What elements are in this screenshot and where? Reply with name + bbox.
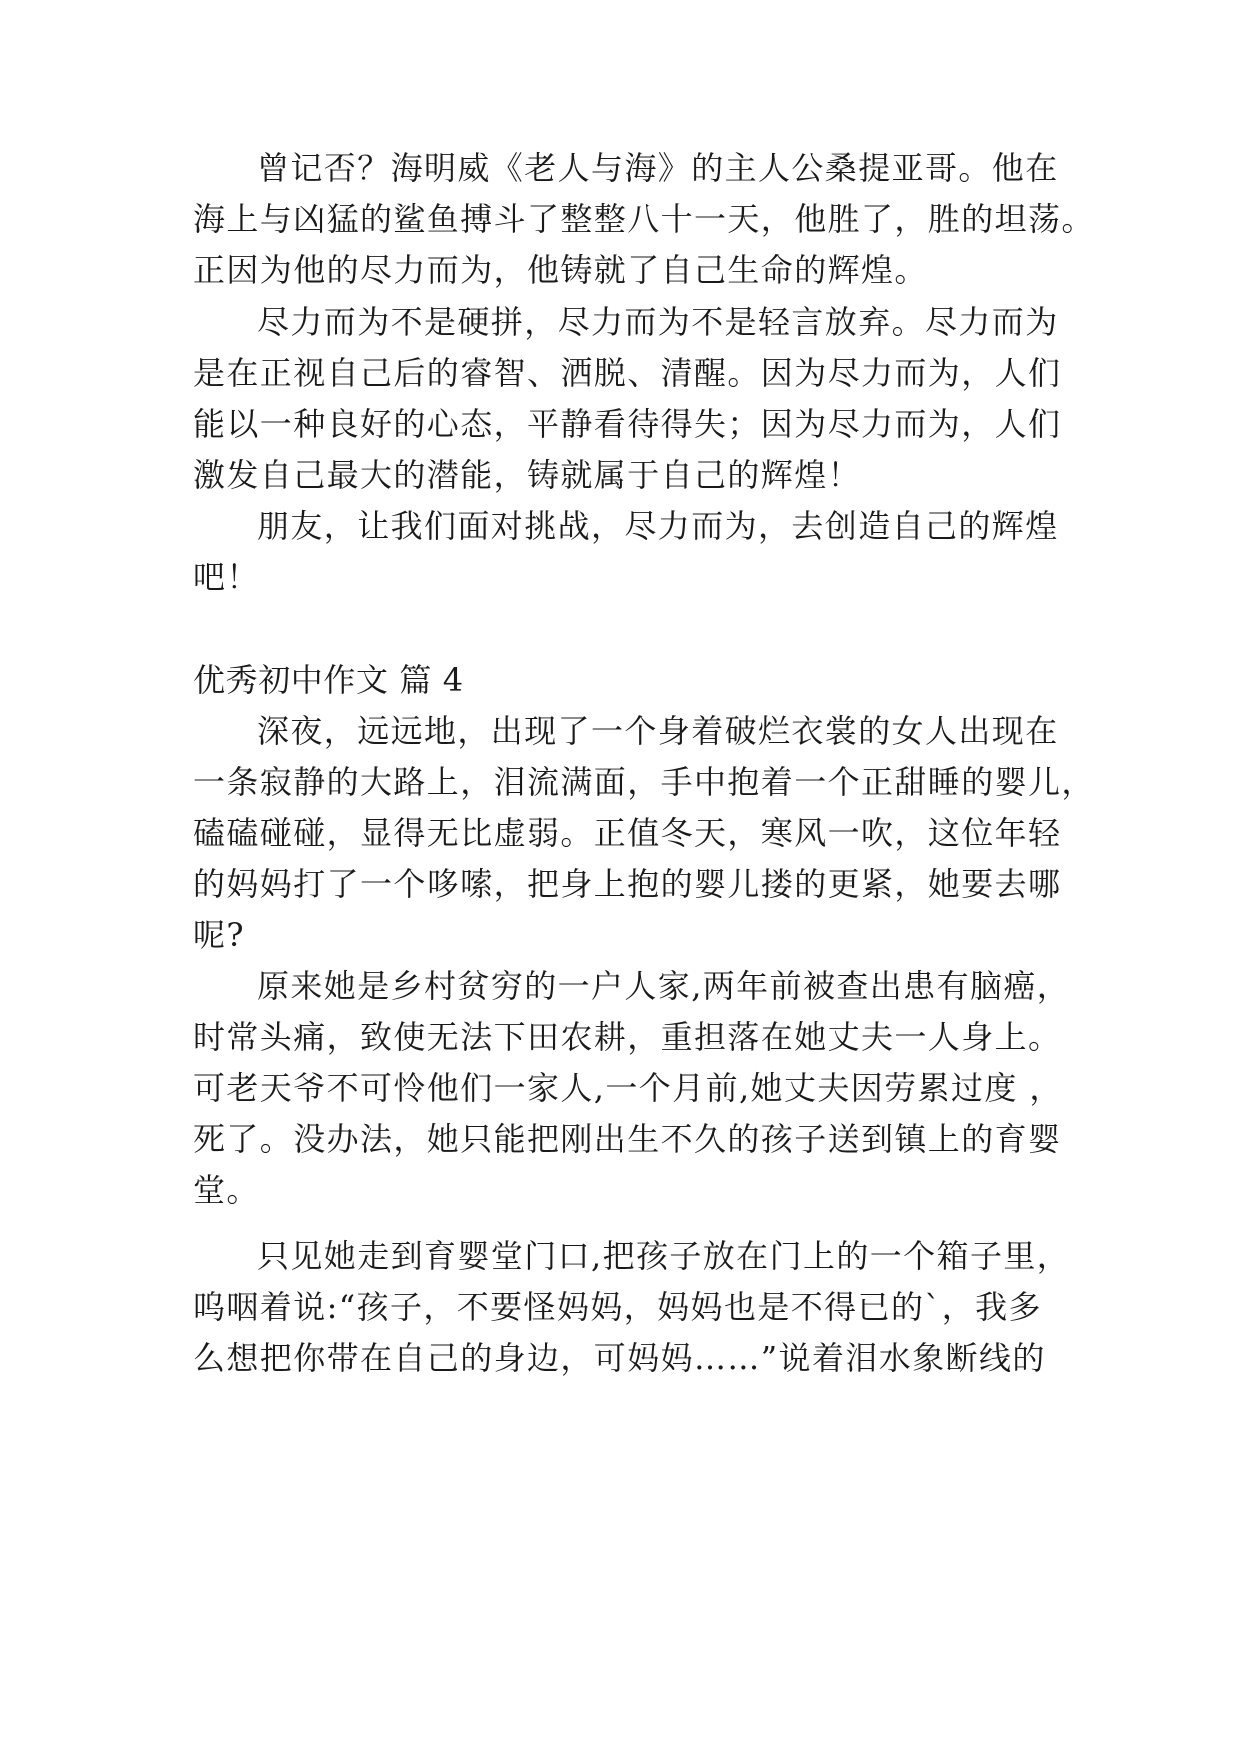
paragraph-3-line-2: 吧！: [193, 558, 260, 596]
paragraph-4-line-4: 的妈妈打了一个哆嗦，把身上抱的婴儿搂的更紧，她要去哪: [193, 865, 1062, 903]
paragraph-4-line-1: 深夜，远远地，出现了一个身着破烂衣裳的女人出现在: [257, 712, 1059, 750]
paragraph-4-line-2: 一条寂静的大路上，泪流满面，手中抱着一个正甜睡的婴儿，: [193, 763, 1095, 801]
paragraph-4-line-5: 呢?: [193, 916, 245, 954]
paragraph-1-line-3: 正因为他的尽力而为，他铸就了自己生命的辉煌。: [193, 251, 928, 289]
paragraph-5-line-5: 堂。: [193, 1171, 260, 1209]
paragraph-6-line-3: 么想把你带在自己的身边，可妈妈……”说着泪水象断线的: [193, 1339, 1046, 1377]
paragraph-5-line-3: 可老天爷不可怜他们一家人,一个月前,她丈夫因劳累过度 ，: [193, 1069, 1063, 1107]
paragraph-5-line-1: 原来她是乡村贫穷的一户人家,两年前被查出患有脑癌，: [257, 967, 1071, 1005]
paragraph-2-line-2: 是在正视自己后的睿智、洒脱、清醒。因为尽力而为，人们: [193, 354, 1062, 392]
paragraph-1-line-1: 曾记否？海明威《老人与海》的主人公桑提亚哥。他在: [257, 149, 1059, 187]
paragraph-2-line-3: 能以一种良好的心态，平静看待得失；因为尽力而为，人们: [193, 405, 1062, 443]
paragraph-6-line-1: 只见她走到育婴堂门口,把孩子放在门上的一个箱子里，: [257, 1237, 1071, 1275]
paragraph-3-line-1: 朋友，让我们面对挑战，尽力而为，去创造自己的辉煌: [257, 507, 1059, 545]
paragraph-1-line-2: 海上与凶猛的鲨鱼搏斗了整整八十一天，他胜了，胜的坦荡。: [193, 200, 1095, 238]
paragraph-6-line-2: 呜咽着说:“孩子，不要怪妈妈，妈妈也是不得已的`，我多: [193, 1288, 1042, 1326]
paragraph-5-line-2: 时常头痛，致使无法下田农耕，重担落在她丈夫一人身上。: [193, 1018, 1062, 1056]
paragraph-2-line-4: 激发自己最大的潜能，铸就属于自己的辉煌！: [193, 456, 862, 494]
paragraph-2-line-1: 尽力而为不是硬拼，尽力而为不是轻言放弃。尽力而为: [257, 303, 1059, 341]
paragraph-5-line-4: 死了。没办法，她只能把刚出生不久的孩子送到镇上的育婴: [193, 1120, 1062, 1158]
paragraph-4-line-3: 磕磕碰碰，显得无比虚弱。正值冬天，寒风一吹，这位年轻: [193, 814, 1062, 852]
section-heading: 优秀初中作文 篇 4: [193, 661, 464, 699]
